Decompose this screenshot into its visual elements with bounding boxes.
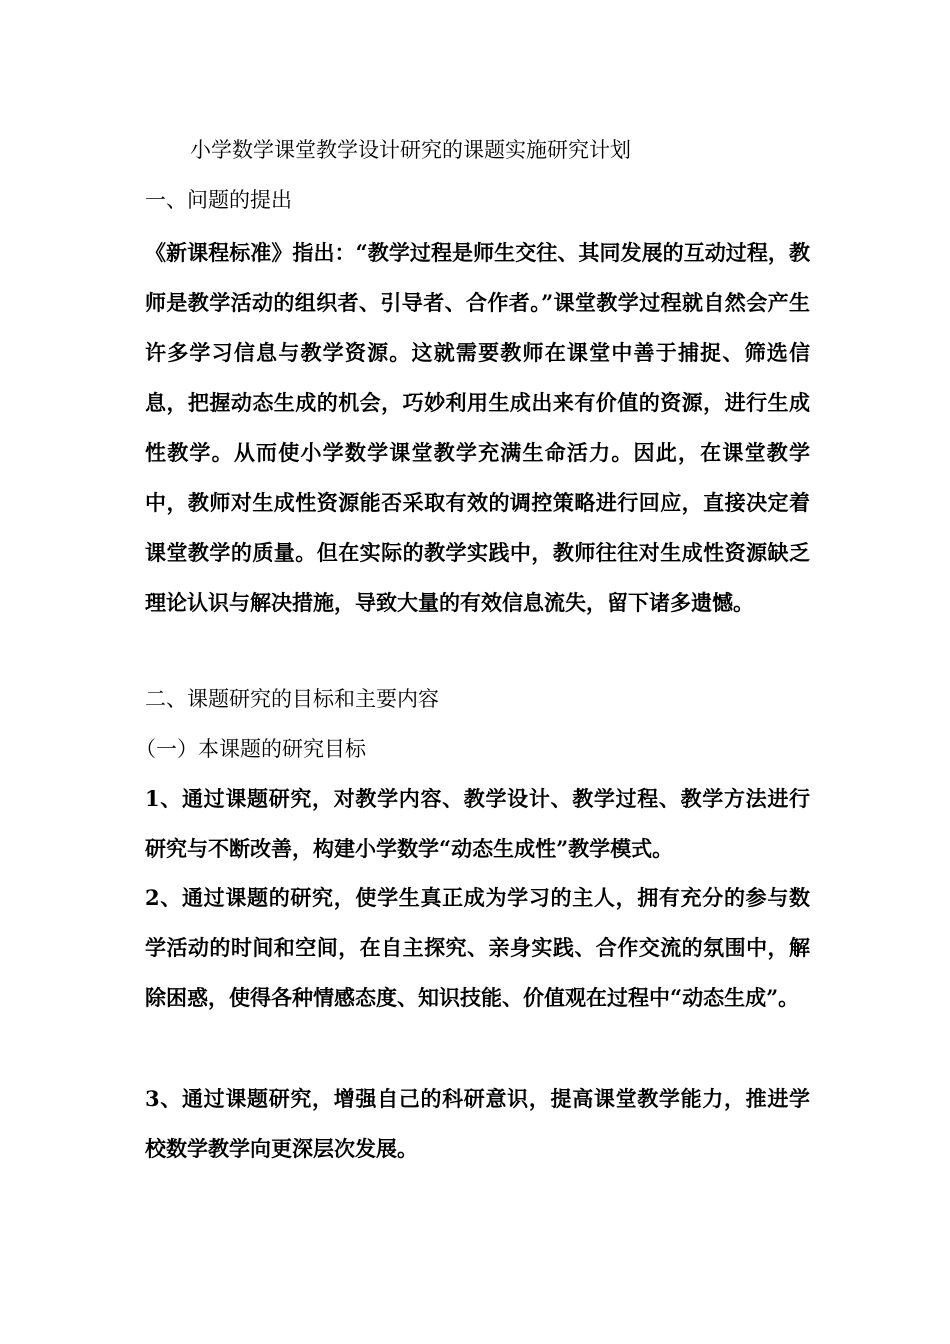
document-title: 小学数学课堂教学设计研究的课题实施研究计划 xyxy=(190,138,631,162)
section-heading-problem: 一、问题的提出 xyxy=(145,188,292,212)
subsection-heading-goals: （一）本课题的研究目标 xyxy=(135,737,366,761)
goal-item-1: 1、通过课题研究，对教学内容、教学设计、教学过程、教学方法进行研究与不断改善，构建小学数学“动态生成性”教学模式。 xyxy=(145,786,810,861)
section-heading-goals: 二、课题研究的目标和主要内容 xyxy=(145,687,439,711)
goal-item-3: 3、通过课题研究，增强自己的科研意识，提高课堂教学能力，推进学校数学教学向更深层次发展。 xyxy=(145,1086,810,1161)
paragraph-problem: 《新课程标准》指出：“教学过程是师生交往、其同发展的互动过程，教师是教学活动的组织者、引导者、合作者。”课堂教学过程就自然会产生许多学习信息与教学资源。这就需要教师在课堂中善于捕捉、筛选信息，把握动态生成的机会，巧妙利用生成出来有价值的资源，进行生成性教学。从而使小学数学课堂教学充满生命活力。因此，在课堂教学中，教师对生成性资源能否采取有效的调控策略进行回应，直接决定着课堂教学的质量。但在实际的教学实践中，教师往往对生成性资源缺乏理论认识与解决措施，导致大量的有效信息流失，留下诸多遗憾。 xyxy=(145,240,810,615)
goal-item-2: 2、通过课题的研究，使学生真正成为学习的主人，拥有充分的参与数学活动的时间和空间，在自主探究、亲身实践、合作交流的氛围中，解除困惑，使得各种情感态度、知识技能、价值观在过程中“动态生成”。 xyxy=(145,885,810,1010)
